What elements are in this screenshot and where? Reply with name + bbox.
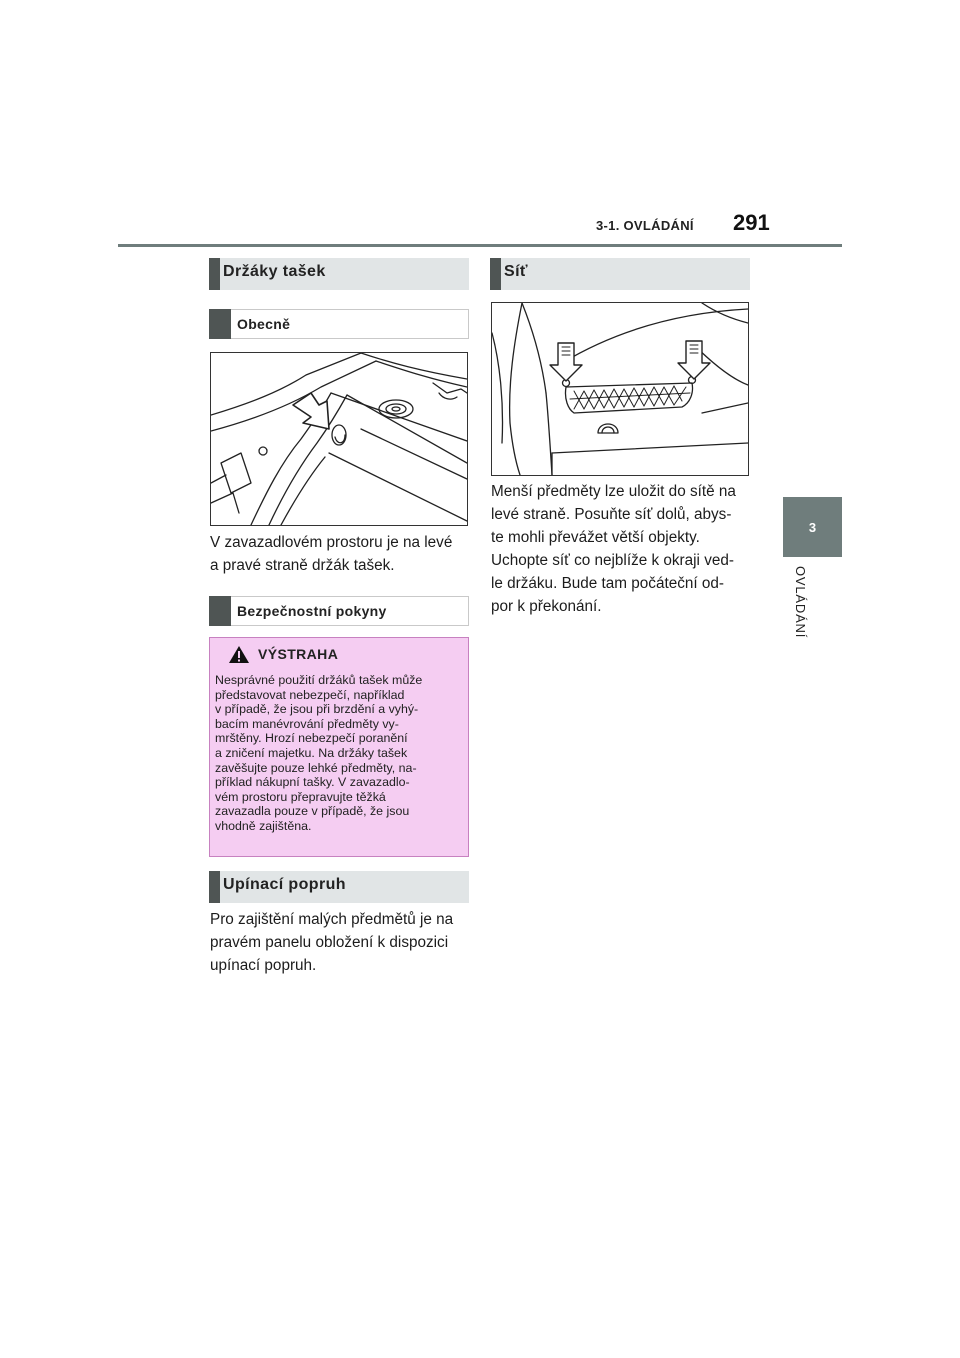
warning-line: zavazadla pouze v případě, že jsou [215,804,410,819]
subheading-safety-text: Bezpečnostní pokyny [237,603,387,619]
page-number: 291 [733,210,770,235]
heading-net [490,258,750,290]
warning-line: zavěšujte pouze lehké předměty, na- [215,760,417,775]
section-title: 3-1. OVLÁDÁNÍ [596,218,694,233]
warning-line: představovat nebezpečí, například [215,687,405,702]
net-line: levé straně. Posuňte síť dolů, abys- [491,506,732,523]
chapter-label: OVLÁDÁNÍ [793,566,808,639]
net-line: por k překonání. [491,598,602,615]
net-line: le držáku. Bude tam počáteční od- [491,575,724,592]
net-line: te mohli převážet větší objekty. [491,529,700,546]
strap-text [210,908,472,977]
strap-line: pravém panelu obložení k dispozici [210,934,449,951]
chapter-number: 3 [808,519,817,535]
subheading-general [209,309,469,339]
warning-triangle-icon [228,645,250,669]
chapter-tab [783,497,842,557]
heading-strap [209,871,469,903]
subheading-bar [209,596,231,626]
heading-bar [209,871,220,903]
warning-box [209,637,469,857]
heading-bag-hooks-text: Držáky tašek [223,263,326,280]
general-line: a pravé straně držák tašek. [210,557,395,574]
warning-line: v případě, že jsou při brzdění a vyhý- [215,702,419,717]
heading-bag-hooks [209,258,469,290]
warning-header [210,638,468,668]
heading-strap-text: Upínací popruh [223,876,346,893]
warning-line: bacím manévrování předměty vy- [215,716,399,731]
warning-line: a zničení majetku. Na držáky tašek [215,745,408,760]
warning-title: VÝSTRAHA [258,646,339,662]
strap-line: upínací popruh. [210,957,317,974]
net-line: Uchopte síť co nejblíže k okraji ved- [491,552,734,569]
heading-bar [490,258,501,290]
header-rule [118,244,842,247]
heading-bar [209,258,220,290]
warning-text [215,673,467,834]
subheading-safety [209,596,469,626]
heading-net-text: Síť [504,263,528,280]
warning-line: příklad nákupní tašky. V zavazadlo- [215,775,410,790]
net-text [491,480,753,618]
warning-line: vém prostoru přepravujte těžká [215,789,386,804]
bag-hook-illustration [210,352,468,526]
subheading-general-text: Obecně [237,316,291,332]
net-illustration [491,302,749,476]
warning-line: Nesprávné použití držáků tašek může [215,673,423,687]
general-text [210,531,470,577]
warning-line: mrštěny. Hrozí nebezpečí poranění [215,731,408,746]
subheading-bar [209,309,231,339]
strap-line: Pro zajištění malých předmětů je na [210,911,454,928]
warning-line: vhodně zajištěna. [215,818,312,833]
general-line: V zavazadlovém prostoru je na levé [210,534,453,551]
net-line: Menší předměty lze uložit do sítě na [491,483,736,500]
